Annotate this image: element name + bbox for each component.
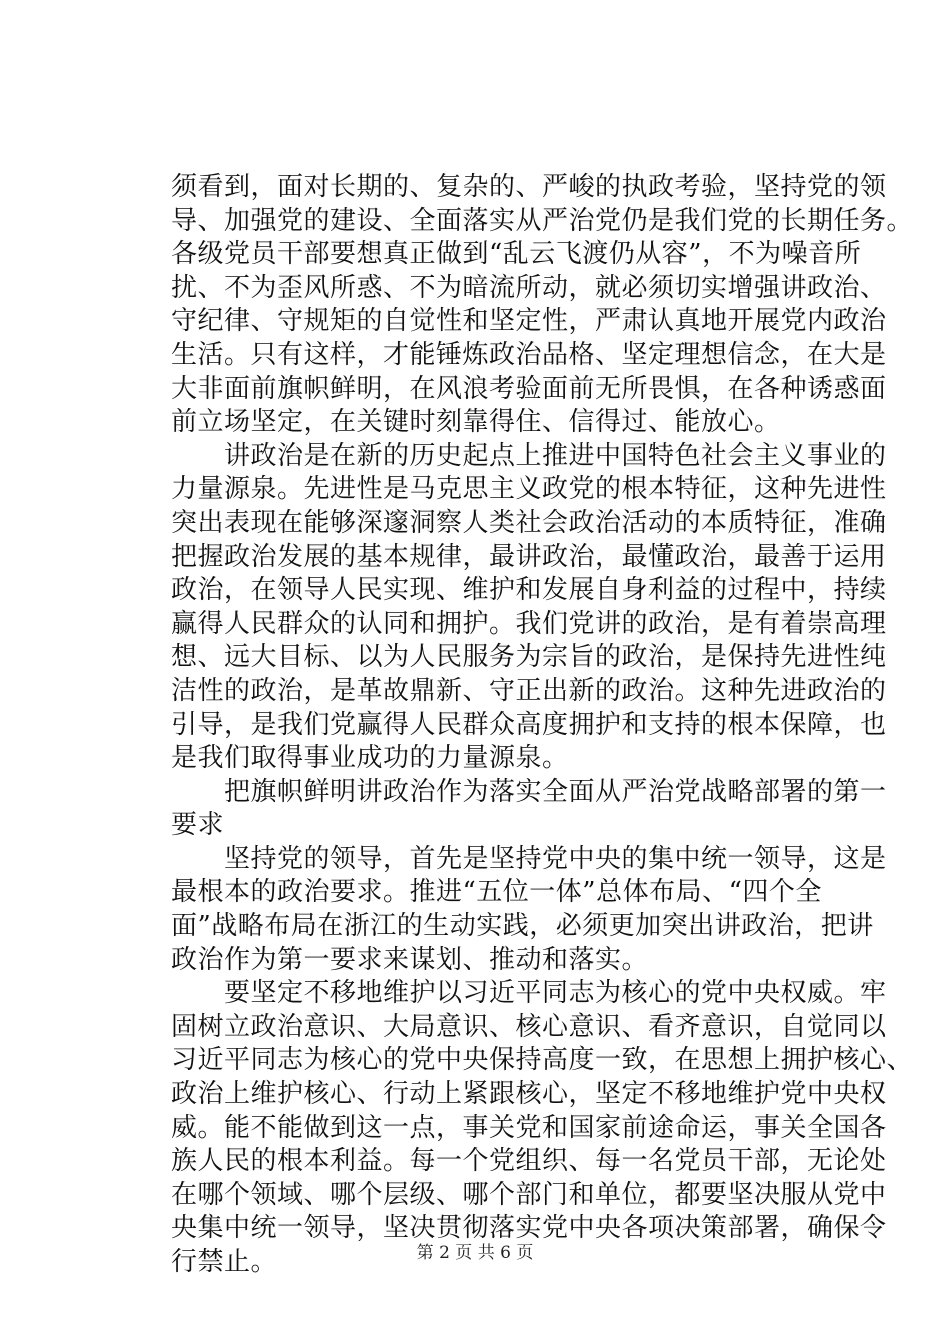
text-line: 洁性的政治，是革故鼎新、守正出新的政治。这种先进政治的: [171, 675, 887, 706]
text-line: 各级党员干部要想真正做到“乱云飞渡仍从容”，不为噪音所: [171, 239, 862, 270]
text-line: 族人民的根本利益。每一个党组织、每一名党员干部，无论处: [171, 1146, 887, 1177]
text-line: 须看到，面对长期的、复杂的、严峻的执政考验，坚持党的领: [171, 172, 887, 202]
text-line: 行禁止。: [171, 1247, 278, 1277]
text-line: 是我们取得事业成功的力量源泉。: [171, 743, 569, 774]
text-line: 在哪个领域、哪个层级、哪个部门和单位，都要坚决服从党中: [171, 1179, 887, 1210]
text-line: 要坚定不移地维护以习近平同志为核心的党中央权威。牢: [171, 978, 887, 1009]
text-line: 赢得人民群众的认同和拥护。我们党讲的政治，是有着崇高理: [171, 608, 887, 639]
text-line: 生活。只有这样，才能锤炼政治品格、坚定理想信念，在大是: [171, 339, 887, 370]
text-line: 政治上维护核心、行动上紧跟核心，坚定不移地维护党中央权: [171, 1079, 887, 1110]
text-line: 大非面前旗帜鲜明，在风浪考验面前无所畏惧，在各种诱惑面: [171, 373, 887, 404]
text-line: 央集中统一领导，坚决贯彻落实党中央各项决策部署，确保令: [171, 1213, 887, 1244]
text-line: 固树立政治意识、大局意识、核心意识、看齐意识，自觉同以: [171, 1011, 887, 1042]
text-line: 引导，是我们党赢得人民群众高度拥护和支持的根本保障，也: [171, 709, 887, 740]
text-line: 想、远大目标、以为人民服务为宗旨的政治，是保持先进性纯: [171, 642, 887, 673]
text-line: 习近平同志为核心的党中央保持高度一致，在思想上拥护核心、: [171, 1045, 914, 1076]
section-heading-line: 把旗帜鲜明讲政治作为落实全面从严治党战略部署的第一: [171, 776, 887, 807]
text-line: 最根本的政治要求。推进“五位一体”总体布局、“四个全: [171, 877, 822, 908]
page-number-footer: 第 2 页 共 6 页: [416, 1243, 534, 1263]
text-line: 力量源泉。先进性是马克思主义政党的根本特征，这种先进性: [171, 474, 887, 505]
text-line: 讲政治是在新的历史起点上推进中国特色社会主义事业的: [171, 440, 887, 471]
text-line: 导、加强党的建设、全面落实从严治党仍是我们党的长期任务。: [171, 205, 914, 236]
text-line: 坚持党的领导，首先是坚持党中央的集中统一领导，这是: [171, 843, 887, 874]
text-line: 突出表现在能够深邃洞察人类社会政治活动的本质特征，准确: [171, 507, 887, 538]
body-text: [171, 171, 914, 1280]
text-line: 威。能不能做到这一点，事关党和国家前途命运，事关全国各: [171, 1112, 887, 1143]
text-line: 扰、不为歪风所惑、不为暗流所动，就必须切实增强讲政治、: [171, 272, 887, 303]
text-line: 政治作为第一要求来谋划、推动和落实。: [171, 944, 649, 975]
text-line: 把握政治发展的基本规律，最讲政治，最懂政治，最善于运用: [171, 541, 887, 572]
text-line: 守纪律、守规矩的自觉性和坚定性，严肃认真地开展党内政治: [171, 306, 887, 337]
text-line: 政治，在领导人民实现、维护和发展自身利益的过程中，持续: [171, 575, 887, 606]
text-line: 面”战略布局在浙江的生动实践，必须更加突出讲政治，把讲: [171, 911, 874, 942]
text-line: 前立场坚定，在关键时刻靠得住、信得过、能放心。: [171, 407, 781, 438]
section-heading-line: 要求: [171, 810, 225, 841]
